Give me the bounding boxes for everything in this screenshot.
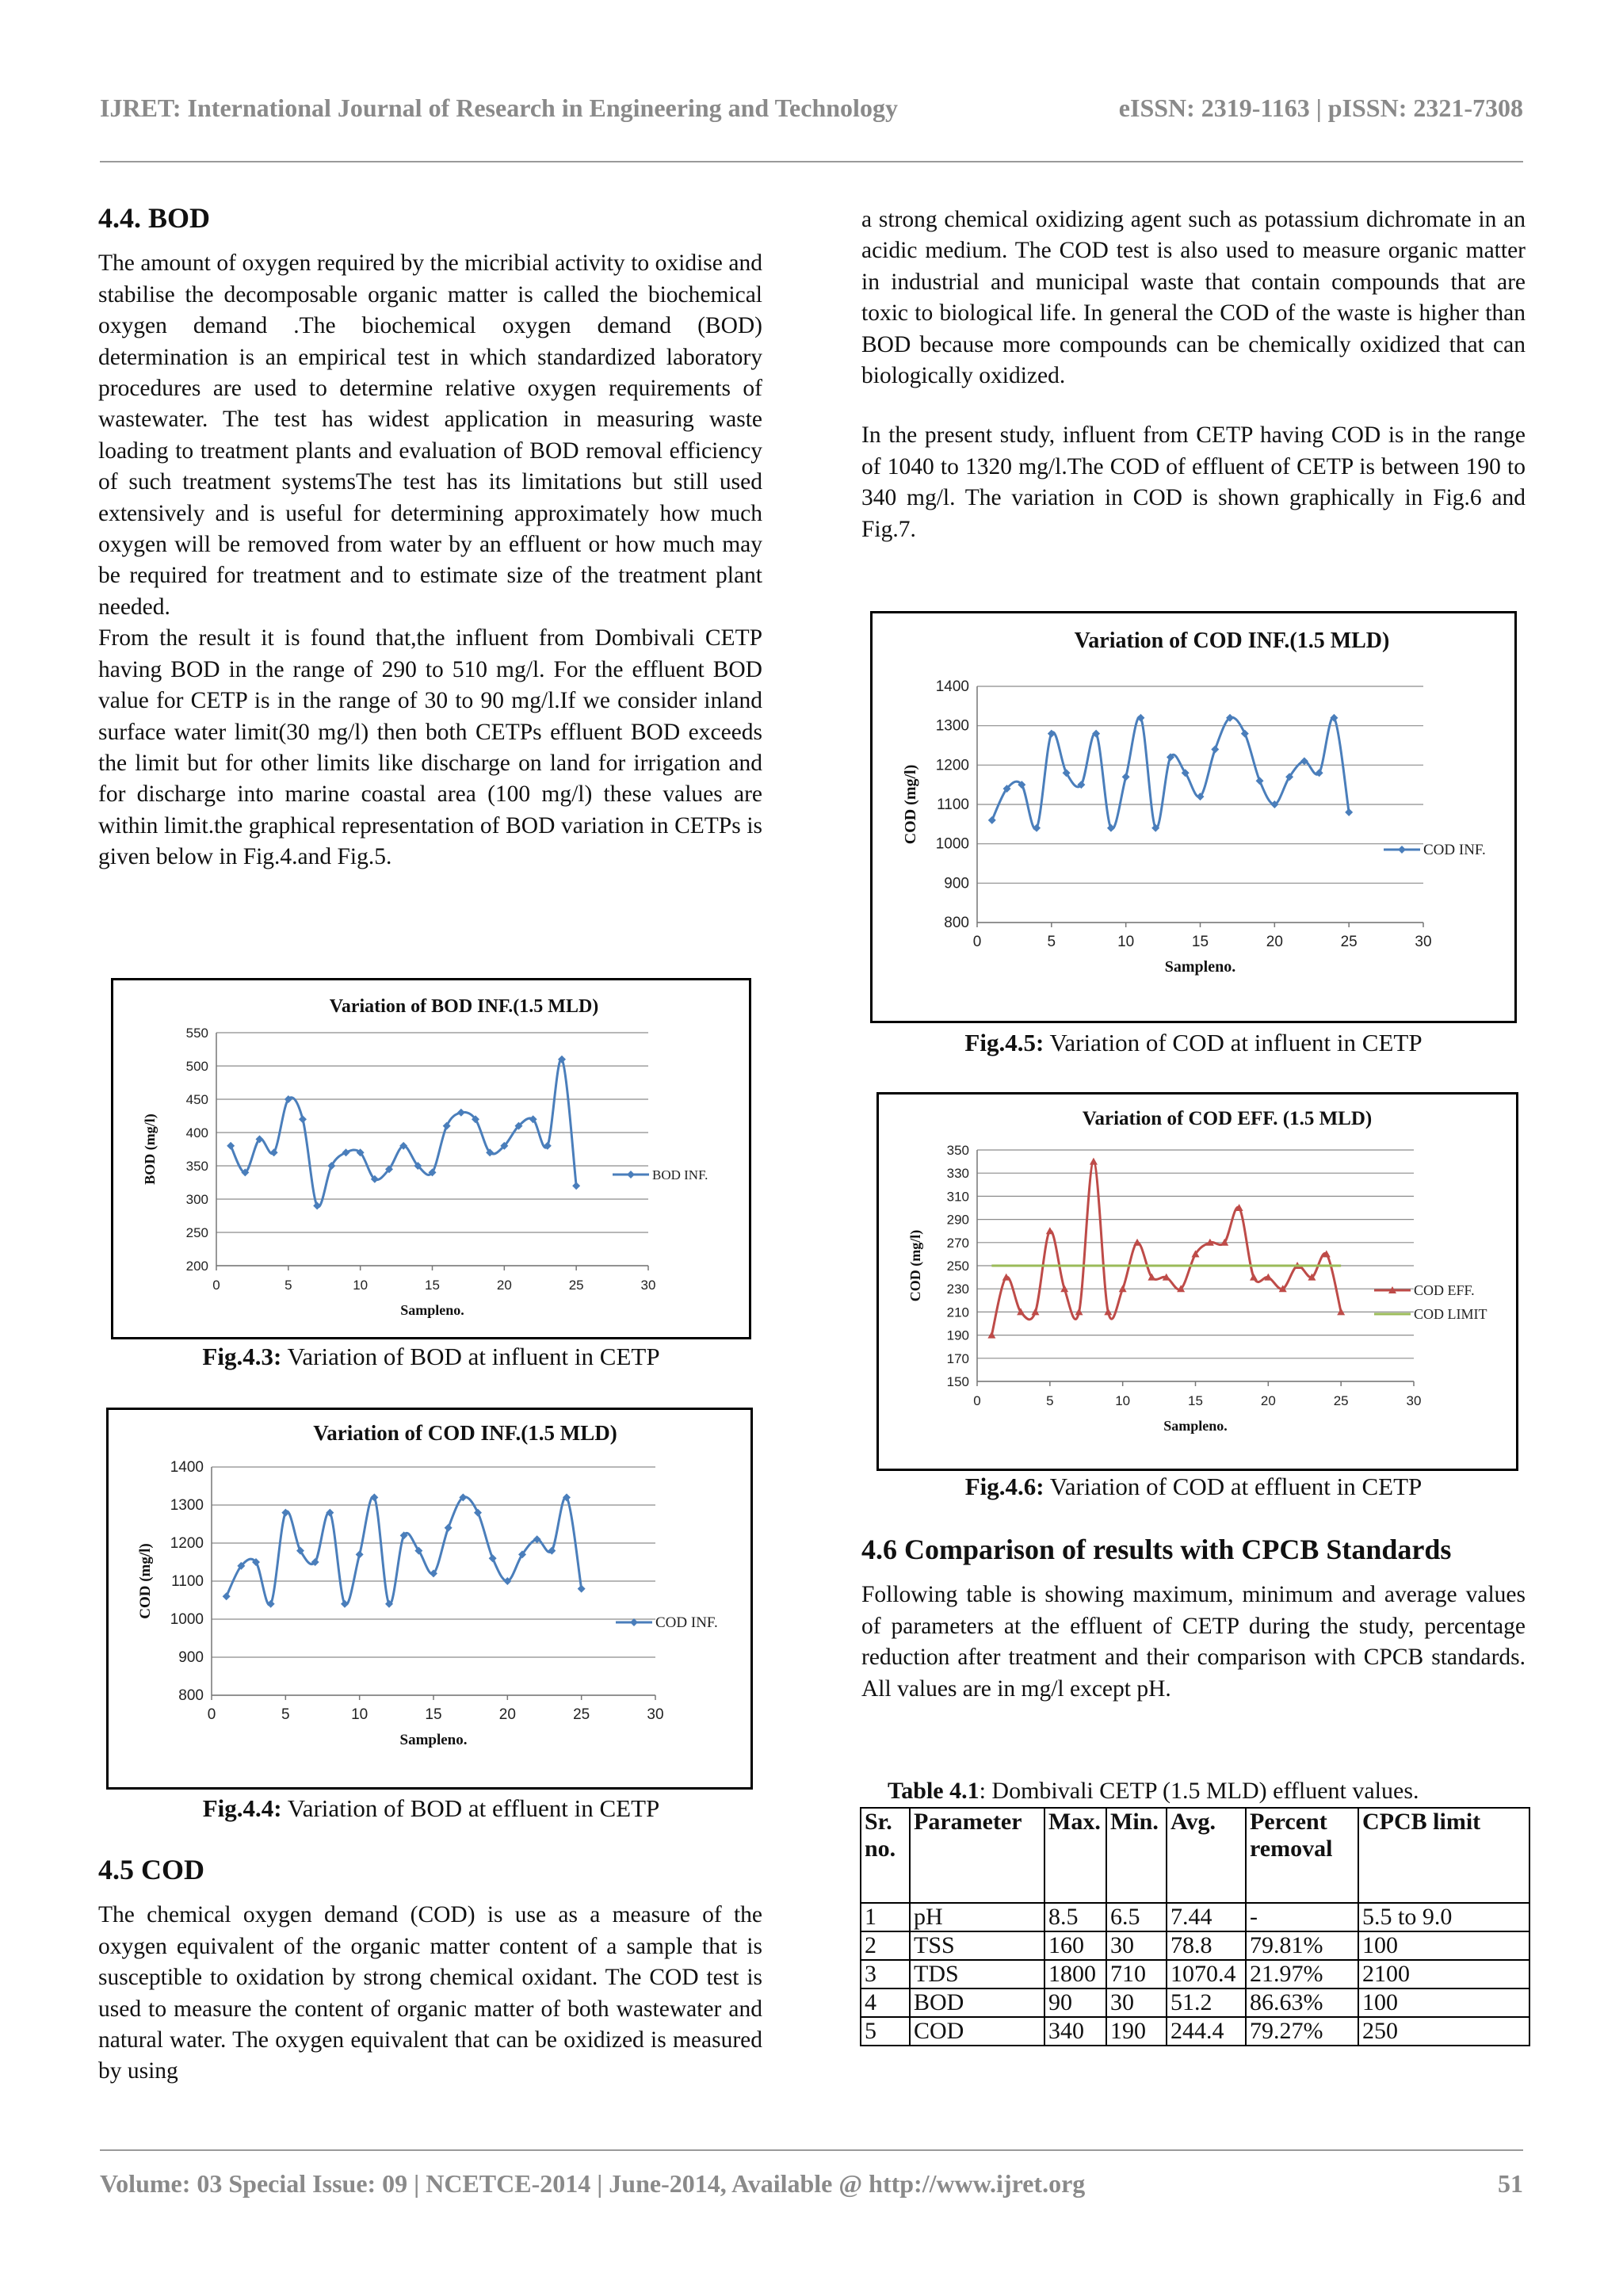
x-tick-label: 5 xyxy=(1047,934,1056,950)
footer-volume-info: Volume: 03 Special Issue: 09 | NCETCE-2014 | June-2014, Available @ http://www.ijret.org xyxy=(100,2169,1086,2198)
y-tick-label: 400 xyxy=(185,1125,208,1140)
figure-label: Fig.4.5: xyxy=(964,1029,1044,1056)
journal-name: IJRET: International Journal of Research in Engineering and Technology xyxy=(100,94,898,122)
figure-caption-text: Variation of BOD at influent in CETP xyxy=(281,1343,660,1370)
y-tick-label: 1100 xyxy=(937,797,969,813)
table-cell: 2 xyxy=(861,1931,910,1960)
data-point xyxy=(281,1509,289,1517)
chart-title: Variation of COD INF.(1.5 MLD) xyxy=(313,1421,617,1445)
y-tick-label: 350 xyxy=(185,1159,208,1174)
y-tick-label: 230 xyxy=(946,1282,969,1297)
data-point xyxy=(578,1585,586,1593)
x-tick-label: 20 xyxy=(498,1706,516,1723)
y-tick-label: 500 xyxy=(185,1059,208,1074)
chart-svg xyxy=(873,613,1514,1021)
chart-svg xyxy=(109,1410,750,1787)
section-heading-cod: 4.5 COD xyxy=(98,1854,204,1885)
x-axis-label: Sampleno. xyxy=(399,1732,468,1748)
data-point xyxy=(445,1524,453,1532)
table-cell: BOD xyxy=(910,1988,1044,2017)
chart-svg xyxy=(879,1095,1516,1469)
page-header xyxy=(100,94,1523,123)
issn: eISSN: 2319-1163 | pISSN: 2321-7308 xyxy=(1118,94,1523,122)
figure-caption-text: Variation of BOD at effluent in CETP xyxy=(281,1794,660,1822)
table-caption-text: : Dombivali CETP (1.5 MLD) effluent values. xyxy=(979,1778,1419,1804)
table-cell: TSS xyxy=(910,1931,1044,1960)
paragraph: In the present study, influent from CETP having COD is in the range of 1040 to 1320 mg/l.The COD of effluent of CETP is between 190 to 340 mg/l. The variation in COD is shown graphically in Fig.6 and Fig.7. xyxy=(861,422,1526,542)
table-cell: 79.27% xyxy=(1246,2017,1358,2046)
right-column-top xyxy=(861,204,1526,545)
y-tick-label: 1100 xyxy=(171,1573,204,1590)
table-cell: 4 xyxy=(861,1988,910,2017)
x-tick-label: 15 xyxy=(1188,1393,1203,1408)
table-cell: 100 xyxy=(1358,1931,1529,1960)
paragraph: a strong chemical oxidizing agent such as potassium dichromate in an acidic medium. The COD test is also used to measure organic matter in industrial and municipal waste that contain compounds that are toxic to biological life. In general the COD of the waste is higher than BOD because more compounds can be chemically oxidized that can biologically oxidized. xyxy=(861,207,1526,389)
figure-caption xyxy=(861,1473,1526,1501)
paragraph: The amount of oxygen required by the micribial activity to oxidise and stabilise the decomposable organic matter is called the biochemical oxygen demand .The biochemical oxygen demand (BOD) determination is an empirical test in which standardized laboratory procedures are used to determine relative oxygen requirements of wastewater. The test has widest application in measuring waste loading to treatment plants and evaluation of BOD removal efficiency of such treatment systemsThe test has its limitations but still used extensively and is useful for determining approximately how much oxygen will be removed from water by an effluent or how much may be required for treatment and to estimate size of the treatment plant needed. xyxy=(98,250,762,620)
results-table xyxy=(860,1807,1530,2046)
chart-cod-influent-left xyxy=(106,1408,753,1790)
y-tick-label: 310 xyxy=(946,1189,969,1205)
figure-label: Fig.4.4: xyxy=(202,1794,282,1822)
table-header-cell: Min. xyxy=(1106,1808,1167,1903)
x-tick-label: 5 xyxy=(285,1278,292,1293)
chart-title: Variation of COD EFF. (1.5 MLD) xyxy=(1082,1108,1373,1129)
paragraph: Following table is showing maximum, minimum and average values of parameters at the effluent of CETP during the study, percentage reduction after treatment and their comparison with CPCB standards. All values are in mg/l except pH. xyxy=(861,1582,1526,1702)
legend-marker xyxy=(1398,846,1406,854)
table-cell: TDS xyxy=(910,1960,1044,1988)
data-point xyxy=(1345,808,1353,816)
data-point xyxy=(474,1509,482,1517)
series-line xyxy=(227,1496,582,1605)
legend-label: COD INF. xyxy=(1423,842,1486,858)
x-tick-label: 0 xyxy=(972,934,982,950)
table-cell: 6.5 xyxy=(1106,1903,1167,1931)
y-tick-label: 170 xyxy=(946,1350,969,1366)
chart-title: Variation of COD INF.(1.5 MLD) xyxy=(1074,628,1390,653)
y-tick-label: 290 xyxy=(946,1212,969,1228)
table-cell: 1070.4 xyxy=(1167,1960,1246,1988)
data-point xyxy=(299,1115,307,1123)
data-point xyxy=(1090,1158,1098,1165)
table-cell: 5 xyxy=(861,2017,910,2046)
x-tick-label: 0 xyxy=(973,1393,981,1408)
table-cell: 30 xyxy=(1106,1988,1167,2017)
figure-caption xyxy=(98,1794,764,1823)
table-cell: 160 xyxy=(1044,1931,1106,1960)
table-cell: 250 xyxy=(1358,2017,1529,2046)
chart-title: Variation of BOD INF.(1.5 MLD) xyxy=(329,996,599,1017)
table-cell: COD xyxy=(910,2017,1044,2046)
paragraph: The chemical oxygen demand (COD) is use as a measure of the oxygen equivalent of the organic matter content of a sample that is susceptible to oxidation by strong chemical oxidant. The COD test is used to measure the content of organic matter of both wastewater and natural water. The oxygen equivalent that can be oxidized is measured by using xyxy=(98,1902,762,2084)
paragraph: From the result it is found that,the influent from Dombivali CETP having BOD in the range of 290 to 510 mg/l. For the effluent BOD value for CETP is in the range of 30 to 90 mg/l.If we consider inland surface water limit(30 mg/l) then both CETPs effluent BOD exceeds the limit but for other limits like discharge on land for irrigation and for discharge into marine coastal area (100 mg/l) these values are within limit.the graphical representation of BOD variation in CETPs is given below in Fig.4.and Fig.5. xyxy=(98,625,762,870)
data-point xyxy=(1256,777,1264,785)
data-point xyxy=(1250,1274,1258,1281)
y-tick-label: 1400 xyxy=(935,678,969,695)
y-axis-label: COD (mg/l) xyxy=(137,1543,154,1619)
table-cell: 8.5 xyxy=(1044,1903,1106,1931)
x-tick-label: 20 xyxy=(1260,1393,1276,1408)
y-tick-label: 210 xyxy=(946,1305,969,1320)
section-heading-comparison: 4.6 Comparison of results with CPCB Standards xyxy=(861,1534,1452,1565)
page-footer xyxy=(100,2169,1523,2199)
table-cell: 100 xyxy=(1358,1988,1529,2017)
x-tick-label: 20 xyxy=(1266,934,1283,950)
y-tick-label: 1200 xyxy=(935,757,969,774)
table-header-cell: Avg. xyxy=(1167,1808,1246,1903)
x-tick-label: 30 xyxy=(1415,934,1432,950)
x-tick-label: 20 xyxy=(496,1278,512,1293)
table-caption xyxy=(888,1778,1419,1805)
legend-label: COD EFF. xyxy=(1414,1282,1475,1298)
section-heading-bod: 4.4. BOD xyxy=(98,202,211,234)
y-tick-label: 1200 xyxy=(170,1535,204,1552)
data-point xyxy=(223,1592,231,1600)
table-cell: 340 xyxy=(1044,2017,1106,2046)
y-tick-label: 1300 xyxy=(170,1497,204,1514)
legend-label: COD INF. xyxy=(655,1614,718,1631)
table-cell: 86.63% xyxy=(1246,1988,1358,2017)
x-tick-label: 25 xyxy=(573,1706,590,1723)
x-tick-label: 25 xyxy=(1340,934,1358,950)
table-header-cell: Parameter xyxy=(910,1808,1044,1903)
data-point xyxy=(1241,730,1249,738)
y-tick-label: 1400 xyxy=(170,1459,204,1476)
data-point xyxy=(1048,730,1056,738)
y-tick-label: 200 xyxy=(185,1259,208,1274)
data-point xyxy=(1211,745,1219,753)
data-point xyxy=(548,1547,556,1555)
y-axis-label: BOD (mg/l) xyxy=(142,1114,158,1185)
data-point xyxy=(342,1148,350,1156)
table-header-cell: Sr. no. xyxy=(861,1808,910,1903)
table-cell: 90 xyxy=(1044,1988,1106,2017)
x-axis-label: Sampleno. xyxy=(1163,1418,1228,1434)
x-tick-label: 0 xyxy=(212,1278,220,1293)
chart-svg xyxy=(113,980,749,1337)
series-line xyxy=(991,1162,1341,1335)
y-tick-label: 800 xyxy=(178,1687,204,1704)
data-point xyxy=(270,1148,278,1156)
x-tick-label: 5 xyxy=(1046,1393,1054,1408)
data-point xyxy=(1122,773,1130,781)
data-point xyxy=(572,1182,580,1190)
table-cell: 1 xyxy=(861,1903,910,1931)
y-axis-label: COD (mg/l) xyxy=(902,764,919,845)
x-tick-label: 30 xyxy=(640,1278,656,1293)
data-point xyxy=(1316,769,1323,777)
legend-label: COD LIMIT xyxy=(1414,1306,1487,1322)
y-tick-label: 300 xyxy=(185,1192,208,1207)
table-header-cell: CPCB limit xyxy=(1358,1808,1529,1903)
table-cell: 3 xyxy=(861,1960,910,1988)
x-tick-label: 25 xyxy=(1333,1393,1349,1408)
table-cell: 710 xyxy=(1106,1960,1167,1988)
table-header-row xyxy=(861,1808,1529,1903)
y-tick-label: 1000 xyxy=(170,1611,204,1628)
x-tick-label: 10 xyxy=(1115,1393,1131,1408)
y-tick-label: 1300 xyxy=(935,717,969,735)
y-tick-label: 900 xyxy=(178,1649,204,1666)
table-cell: 79.81% xyxy=(1246,1931,1358,1960)
figure-label: Fig.4.3: xyxy=(202,1343,282,1370)
y-tick-label: 550 xyxy=(185,1026,208,1041)
figure-caption xyxy=(861,1029,1526,1057)
page-number: 51 xyxy=(1498,2169,1523,2198)
table-cell: 190 xyxy=(1106,2017,1167,2046)
y-tick-label: 250 xyxy=(946,1259,969,1274)
y-tick-label: 270 xyxy=(946,1235,969,1251)
x-tick-label: 15 xyxy=(425,1706,442,1723)
table-cell: 2100 xyxy=(1358,1960,1529,1988)
data-point xyxy=(489,1554,497,1562)
x-tick-label: 5 xyxy=(281,1706,290,1723)
table-row xyxy=(861,1960,1529,1988)
chart-cod-effluent xyxy=(876,1092,1518,1471)
x-axis-label: Sampleno. xyxy=(1164,958,1236,976)
table-row xyxy=(861,1988,1529,2017)
x-tick-label: 0 xyxy=(207,1706,216,1723)
x-tick-label: 25 xyxy=(568,1278,584,1293)
right-column-bottom xyxy=(861,1534,1526,1705)
figure-caption-text: Variation of COD at effluent in CETP xyxy=(1044,1473,1423,1500)
table-cell: 21.97% xyxy=(1246,1960,1358,1988)
y-tick-label: 330 xyxy=(946,1166,969,1182)
x-tick-label: 10 xyxy=(351,1706,369,1723)
chart-bod-influent xyxy=(111,978,751,1339)
table-header-cell: Max. xyxy=(1044,1808,1106,1903)
data-point xyxy=(356,1550,364,1558)
left-column-top xyxy=(98,203,762,873)
y-tick-label: 1000 xyxy=(935,835,969,853)
x-tick-label: 10 xyxy=(353,1278,369,1293)
y-tick-label: 190 xyxy=(946,1328,969,1343)
x-tick-label: 30 xyxy=(1406,1393,1422,1408)
x-tick-label: 15 xyxy=(1191,934,1209,950)
y-axis-label: COD (mg/l) xyxy=(907,1229,923,1302)
table-row xyxy=(861,1903,1529,1931)
table-cell: 1800 xyxy=(1044,1960,1106,1988)
data-point xyxy=(227,1142,235,1150)
y-tick-label: 450 xyxy=(185,1092,208,1107)
table-cell: 30 xyxy=(1106,1931,1167,1960)
data-point xyxy=(988,816,996,824)
data-point xyxy=(457,1109,465,1117)
table-cell: 5.5 to 9.0 xyxy=(1358,1903,1529,1931)
legend-marker xyxy=(627,1171,635,1179)
x-axis-label: Sampleno. xyxy=(400,1302,464,1318)
series-line xyxy=(992,716,1349,829)
legend-label: BOD INF. xyxy=(652,1167,708,1182)
x-tick-label: 15 xyxy=(425,1278,440,1293)
header-rule xyxy=(100,161,1523,162)
table-cell: 244.4 xyxy=(1167,2017,1246,2046)
table-row xyxy=(861,1931,1529,1960)
chart-cod-influent-right xyxy=(870,611,1517,1023)
footer-rule xyxy=(100,2149,1523,2151)
figure-label: Fig.4.6: xyxy=(964,1473,1044,1500)
table-cell: - xyxy=(1246,1903,1358,1931)
y-tick-label: 800 xyxy=(944,915,969,931)
table-cell: 51.2 xyxy=(1167,1988,1246,2017)
y-tick-label: 150 xyxy=(946,1374,969,1389)
table-cell: 7.44 xyxy=(1167,1903,1246,1931)
table-cell: pH xyxy=(910,1903,1044,1931)
figure-caption-text: Variation of COD at influent in CETP xyxy=(1044,1029,1423,1056)
x-tick-label: 10 xyxy=(1117,934,1135,950)
y-tick-label: 900 xyxy=(944,875,969,892)
table-label: Table 4.1 xyxy=(888,1778,980,1804)
table-row xyxy=(861,2017,1529,2046)
figure-caption xyxy=(98,1343,764,1371)
table-cell: 78.8 xyxy=(1167,1931,1246,1960)
x-tick-label: 30 xyxy=(647,1706,664,1723)
data-point xyxy=(1046,1227,1054,1234)
left-column-bottom xyxy=(98,1855,762,2088)
y-tick-label: 250 xyxy=(185,1225,208,1240)
y-tick-label: 350 xyxy=(946,1143,969,1158)
table-header-cell: Percent removal xyxy=(1246,1808,1358,1903)
